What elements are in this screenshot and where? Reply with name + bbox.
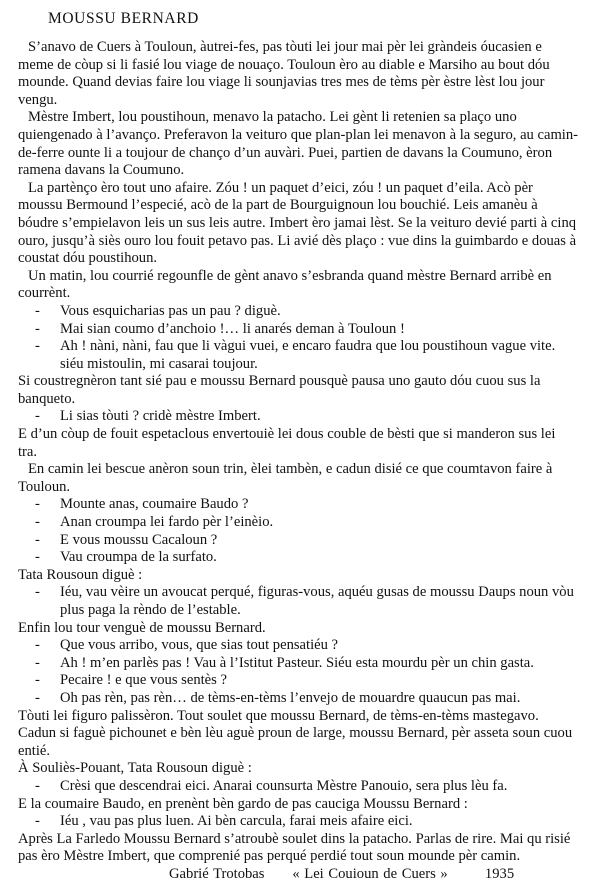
dialogue-line: - Vous esquicharias pas un pau ? diguè. [35, 303, 578, 321]
dialogue-list [18, 584, 578, 619]
dialogue-line: - Mai sian coumo d’anchoio !… li anarés deman à Touloun ! [35, 321, 578, 339]
dialogue-line: - Iéu, vau vèire un avoucat perqué, figuras-vous, aquéu gusas de moussu Daups noun vòu plus paga la rèndo de l’estable. [35, 584, 578, 619]
paragraph: E d’un còup de fouit espetaclous envertouiè lei dous couble de bèsti que si manderon sus lei tra. [18, 426, 556, 460]
dialogue-line: - Iéu , vau pas plus luen. Ai bèn carcula, farai meis afaire eici. [35, 813, 578, 831]
dialogue-line: - Anan croumpa lei fardo pèr l’einèio. [35, 514, 578, 532]
paragraph: Si coustregnèron tant sié pau e moussu Bernard pousquè pausa uno gauto dóu cuou sus la banqueto. [18, 373, 541, 407]
paragraph: La partènço èro tout uno afaire. Zóu ! un paquet d’eici, zóu ! un paquet d’eila. Acò pèr moussu Bermound l’especié, acò de la part de Bourguignoun lou bouchié. Leis amanèu à bóudre s’empielavon leis un sus leis autre. Imbert èro jamai lèst. Se la veituro devié parti à cinq ouro, jusqu’à siès ouro lou fouit petavo pas. Li avié dès plaço : vue dins la guimbardo e douas à coustat dóu poustihoun. [18, 179, 577, 267]
dialogue-list [18, 303, 578, 373]
dialogue-line: - Crèsi que descendrai eici. Anarai counsurta Mèstre Panouio, sera plus lèu fa. [35, 778, 578, 796]
paragraph: À Souliès-Pouant, Tata Rousoun diguè : [18, 760, 252, 777]
dialogue-line: - E vous moussu Cacaloun ? [35, 532, 578, 550]
dialogue-list [18, 496, 578, 566]
paragraph: Un matin, lou courrié regounfle de gènt anavo s’esbranda quand mèstre Bernard arribè en courrènt. [18, 267, 552, 302]
dialogue-line: - Vau croumpa de la surfato. [35, 549, 578, 567]
document-title: MOUSSU BERNARD [48, 10, 199, 27]
paragraph: Tòuti lei figuro palissèron. Tout soulet que moussu Bernard, de tèms-en-tèms mastegavo. Cadun si faguè pichounet e bèn lèu aguè proun de large, moussu Bernard, pèr asseta soun cuou entié. [18, 707, 573, 759]
dialogue-line: - Pecaire ! e que vous sentès ? [35, 672, 578, 690]
paragraph: Après La Farledo Moussu Bernard s’atroubè soulet dins la patacho. Parlas de rire. Mai qu risié pas èro Mèstre Imbert, que comprenié pas perqué perdié tout soun mounde pèr camin. [18, 830, 571, 865]
paragraph: Tata Rousoun diguè : [18, 566, 143, 583]
dialogue-list [18, 637, 578, 707]
signature-work: « Lei Couioun de Cuers » [292, 865, 448, 882]
dialogue-line: - Que vous arribo, vous, que sias tout pensatiéu ? [35, 637, 578, 655]
paragraph: E la coumaire Baudo, en prenènt bèn gardo de pas cauciga Moussu Bernard : [18, 795, 468, 812]
dialogue-line: - Ah ! m’en parlès pas ! Vau à l’Istitut Pasteur. Siéu esta mourdu pèr un chin gasta. [35, 655, 578, 673]
paragraph: Enfin lou tour venguè de moussu Bernard. [18, 619, 266, 636]
paragraph: S’anavo de Cuers à Touloun, àutrei-fes, pas tòuti lei jour mai pèr lei gràndeis óucasien e meme de còup si li fasié lou viage de nouaço. Touloun èro au diable e Marsiho au bout dóu mounde. Quand devias faire lou viage li sounjavias tres mes de tèms pèr èstre lèst lou jour vengu. [18, 39, 550, 108]
signature-year: 1935 [484, 865, 515, 882]
document-body [18, 39, 578, 866]
paragraph: En camin lei bescue anèron soun trin, èlei tambèn, e cadun disié ce que coumtavon faire à Touloun. [18, 461, 553, 495]
dialogue-line: - Ah ! nàni, nàni, fau que li vàgui vuei, e encaro faudra que lou poustihoun vague vite. siéu mistoulin, mi casarai toujour. [35, 338, 578, 373]
dialogue-list [18, 813, 578, 831]
dialogue-line: - Li sias tòuti ? cridè mèstre Imbert. [35, 408, 578, 426]
paragraph: Mèstre Imbert, lou poustihoun, menavo la patacho. Lei gènt li retenien sa plaço uno quiengenado à l’avanço. Preferavon la veituro que plan-plan lei menavon à la seguro, au camin-de-ferre ounte li a toujour de chanço d’un auvàri. Puei, partien de davans la Coumuno, èron ramena davans la Coumuno. [18, 109, 579, 179]
dialogue-list [18, 408, 578, 426]
dialogue-line: - Mounte anas, coumaire Baudo ? [35, 496, 578, 514]
dialogue-list [18, 778, 578, 796]
signature-author: Gabrié Trotobas [169, 865, 265, 882]
dialogue-line: - Oh pas rèn, pas rèn… de tèms-en-tèms l’envejo de mouardre quaucun pas mai. [35, 690, 578, 708]
